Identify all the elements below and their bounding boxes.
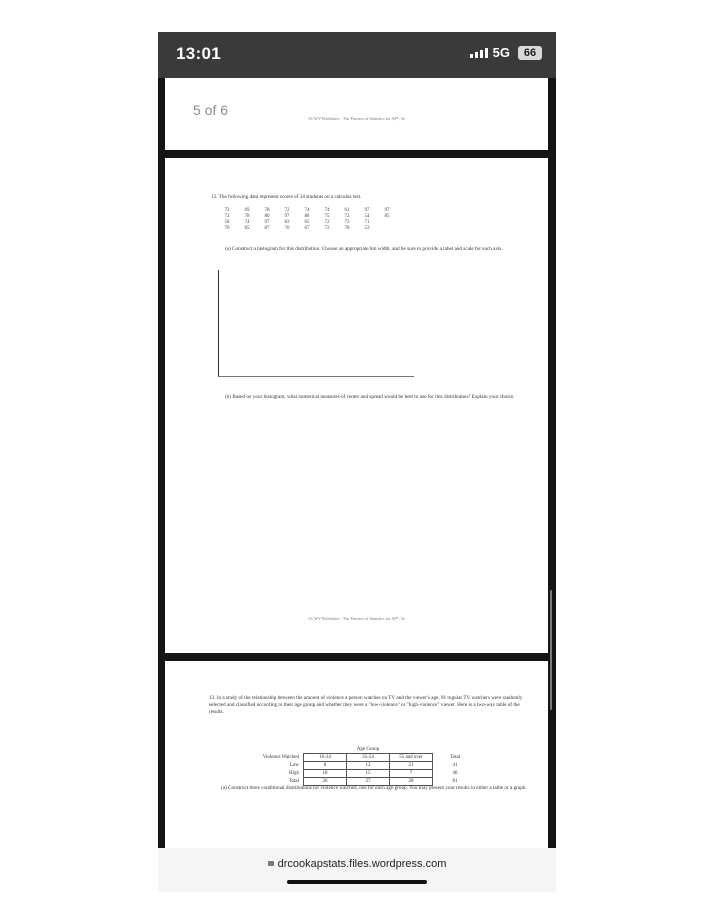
data-cell: 72 — [224, 214, 230, 219]
data-cell: 61 — [344, 208, 350, 213]
signal-icon — [470, 48, 488, 58]
data-cell: 85 — [384, 214, 390, 219]
page-footer: ©CWV Publishers · The Practice of Statistics for AP*, 5e — [308, 616, 405, 621]
table-cell: 28 — [390, 778, 433, 786]
data-cell: 76 — [284, 226, 290, 231]
data-cell: 74 — [244, 220, 250, 225]
table-cell: 26 — [304, 778, 347, 786]
score-data-grid — [219, 208, 395, 231]
table-cell: 12 — [347, 762, 390, 770]
data-cell: 72 — [344, 214, 350, 219]
data-cell: 83 — [284, 220, 290, 225]
url-bar[interactable] — [158, 858, 556, 870]
phone-screen — [158, 32, 556, 892]
data-cell: 88 — [304, 214, 310, 219]
data-cell: 72 — [224, 208, 230, 213]
data-cell: 74 — [324, 208, 330, 213]
data-cell: 97 — [284, 214, 290, 219]
data-cell: 97 — [364, 208, 370, 213]
data-cell — [379, 226, 395, 231]
table-cell: 18 — [304, 770, 347, 778]
data-cell: 74 — [304, 208, 310, 213]
data-cell: 69 — [244, 208, 250, 213]
url-text: drcookapstats.files.wordpress.com — [277, 858, 447, 870]
pdf-page — [165, 78, 548, 150]
data-cell: 72 — [324, 226, 330, 231]
row-label-header: Violence Watched — [262, 755, 299, 760]
status-time: 13:01 — [176, 44, 221, 63]
data-cell: 58 — [224, 220, 230, 225]
data-cell — [379, 220, 395, 225]
data-cell: 65 — [304, 220, 310, 225]
battery-icon: 66 — [518, 46, 542, 60]
scrollbar[interactable] — [550, 590, 552, 710]
row-label: High — [289, 771, 299, 776]
question-12-prompt: 12. The following data represent scores of 34 students on a calculus test. — [211, 194, 362, 200]
pdf-page — [165, 661, 548, 874]
question-12-part-b: (b) Based on your histogram, what numerical measures of center and spread would be best to use for this distribution? Explain your choice. — [225, 394, 515, 400]
data-cell: 78 — [264, 208, 270, 213]
table-cell: 7 — [390, 770, 433, 778]
table-cell: 41 — [452, 763, 458, 768]
data-cell: 71 — [364, 220, 370, 225]
data-cell: 67 — [304, 226, 310, 231]
data-cell: 97 — [264, 220, 270, 225]
pdf-viewer[interactable] — [158, 78, 556, 874]
question-13-prompt: 13. In a study of the relationship between the amount of violence a person watches on TV and the viewer's age, 81 regular TV watchers were randomly selected and classified according to their age group and whether they were a "low-violence" or "high-violence" viewer. Here is a two-way table of the results. — [209, 695, 523, 716]
page-indicator: 5 of 6 — [193, 102, 229, 118]
table-cell: 15 — [347, 770, 390, 778]
data-cell: 72 — [284, 208, 290, 213]
table-cell: 21 — [390, 762, 433, 770]
data-cell: 53 — [364, 226, 370, 231]
network-label: 5G — [492, 45, 510, 60]
two-way-table — [235, 746, 477, 786]
data-cell: 85 — [244, 226, 250, 231]
data-cell: 87 — [264, 226, 270, 231]
status-bar — [158, 32, 556, 78]
table-row — [235, 770, 477, 778]
data-cell: 73 — [344, 220, 350, 225]
page-footer: ©CWV Publishers · The Practice of Statistics for AP*, 5e — [308, 116, 405, 121]
question-13-part-a: (a) Construct three conditional distributions for violence watched, one for each age group. You may present your results in either a table or a graph. — [221, 785, 527, 791]
home-indicator[interactable] — [287, 880, 427, 884]
column-header: Total — [449, 755, 461, 760]
column-header: 16-34 — [304, 754, 347, 762]
data-cell: 72 — [324, 220, 330, 225]
data-cell: 78 — [244, 214, 250, 219]
column-header: 55 and over — [390, 754, 433, 762]
lock-icon — [268, 861, 274, 866]
question-12-part-a: (a) Construct a histogram for this distribution. Choose an appropriate bin width, and be sure to provide a label and scale for each axis. — [225, 246, 503, 252]
histogram-axes — [218, 270, 414, 377]
table-cell: 81 — [452, 779, 458, 784]
table-cell: 27 — [347, 778, 390, 786]
table-cell: 8 — [304, 762, 347, 770]
age-group-header: Age Group — [356, 747, 380, 752]
table-row — [235, 762, 477, 770]
data-cell: 97 — [384, 208, 390, 213]
data-cell: 78 — [344, 226, 350, 231]
row-label: Low — [289, 763, 299, 768]
data-cell: 75 — [324, 214, 330, 219]
data-cell: 54 — [364, 214, 370, 219]
column-header: 35-54 — [347, 754, 390, 762]
browser-bottom-bar — [158, 848, 556, 892]
data-cell: 70 — [224, 226, 230, 231]
table-cell: 40 — [452, 771, 458, 776]
pdf-page — [165, 158, 548, 653]
row-label: Total — [288, 779, 299, 784]
data-cell: 80 — [264, 214, 270, 219]
